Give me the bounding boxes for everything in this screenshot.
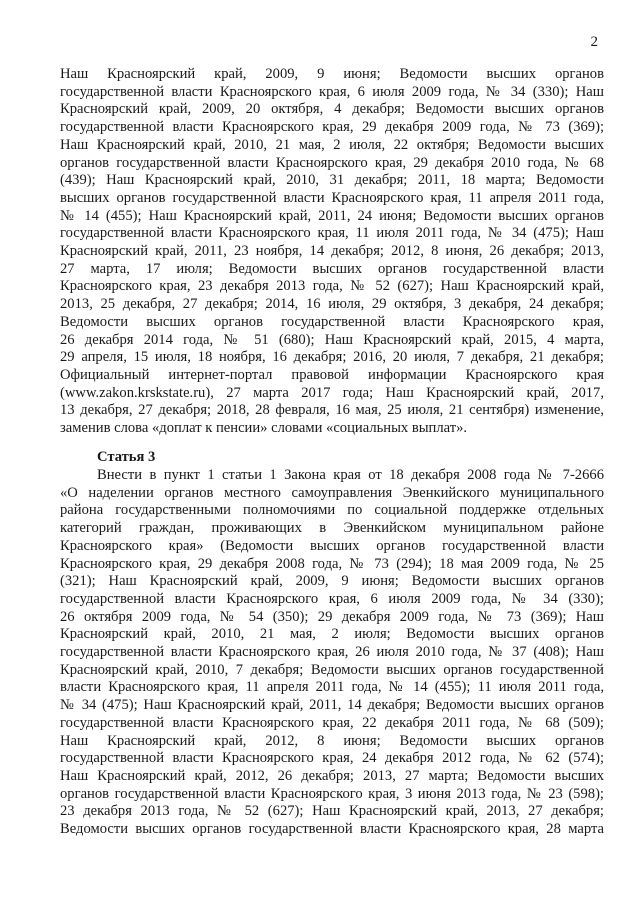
text-line: 13 декабря, 27 декабря; 2018, 28 февраля, 16 мая, 25 июля, 21 сентября) изменение,	[60, 402, 604, 419]
text-line: № 14 (455); Наш Красноярский край, 2011, 24 июня; Ведомости высших органов	[60, 207, 604, 224]
text-line: «О наделении органов местного самоуправления Эвенкийского муниципального	[60, 484, 604, 501]
text-line: 26 октября 2009 года, № 54 (350); 29 декабря 2009 года, № 73 (369); Наш	[60, 608, 604, 625]
text-line: 27 марта, 17 июля; Ведомости высших органов государственной власти	[60, 260, 604, 277]
text-line: Красноярский край, 2010, 7 декабря; Ведомости высших органов государственной	[60, 661, 604, 678]
text-line: (439); Наш Красноярский край, 2010, 31 декабря; 2011, 18 марта; Ведомости	[60, 172, 604, 189]
text-line: (321); Наш Красноярский край, 2009, 9 июня; Ведомости высших органов	[60, 573, 604, 590]
text-line: Красноярский край, 2009, 20 октября, 4 декабря; Ведомости высших органов	[60, 101, 604, 118]
text-line: Официальный интернет-портал правовой информации Красноярского края	[60, 366, 604, 383]
page-number: 2	[590, 34, 598, 50]
text-line: Красноярский край, 2010, 21 мая, 2 июля; Ведомости высших органов	[60, 626, 604, 643]
text-line: Наш Красноярский край, 2010, 21 мая, 2 июля, 22 октября; Ведомости высших	[60, 136, 604, 153]
text-line: заменив слова «доплат к пенсии» словами «социальных выплат».	[60, 420, 468, 437]
text-line: органов государственной власти Красноярского края, 3 июня 2013 года, № 23 (598);	[60, 785, 604, 802]
text-line: 29 апреля, 15 июля, 18 ноября, 16 декабря; 2016, 20 июля, 7 декабря, 21 декабря;	[60, 349, 604, 366]
text-line: Наш Красноярский край, 2012, 26 декабря; 2013, 27 марта; Ведомости высших	[60, 767, 604, 784]
text-line: 2013, 25 декабря, 27 декабря; 2014, 16 июля, 29 октября, 3 декабря, 24 декабря;	[60, 296, 604, 313]
text-line: (www.zakon.krskstate.ru), 27 марта 2017 года; Наш Красноярский край, 2017,	[60, 384, 604, 401]
text-line: Ведомости высших органов государственной власти Красноярского края,	[60, 313, 604, 330]
text-line: государственной власти Красноярского края, 29 декабря 2009 года, № 73 (369);	[60, 119, 604, 136]
text-line: власти Красноярского края, 11 апреля 2011 года, № 14 (455); 11 июля 2011 года,	[60, 679, 604, 696]
text-line: государственной власти Красноярского края, 22 декабря 2011 года, № 68 (509);	[60, 714, 604, 731]
text-line: Красноярский край, 2011, 23 ноября, 14 декабря; 2012, 8 июня, 26 декабря; 2013,	[60, 243, 604, 260]
text-line: Красноярского края» (Ведомости высших органов государственной власти	[60, 537, 604, 554]
text-line: 26 декабря 2014 года, № 51 (680); Наш Красноярский край, 2015, 4 марта,	[60, 331, 604, 348]
text-line: органов государственной власти Красноярского края, 29 декабря 2010 года, № 68	[60, 154, 604, 171]
text-line: государственной власти Красноярского края, 11 июля 2011 года, № 34 (475); Наш	[60, 225, 604, 242]
text-line: Наш Красноярский край, 2012, 8 июня; Ведомости высших органов	[60, 732, 604, 749]
text-line: государственной власти Красноярского края, 24 декабря 2012 года, № 62 (574);	[60, 750, 604, 767]
text-line: высших органов государственной власти Красноярского края, 11 апреля 2011 года,	[60, 189, 604, 206]
text-line: государственной власти Красноярского края, 6 июля 2009 года, № 34 (330); Наш	[60, 83, 604, 100]
text-line: государственной власти Красноярского края, 6 июля 2009 года, № 34 (330);	[60, 590, 604, 607]
text-line: категорий граждан, проживающих в Эвенкийском муниципальном районе	[60, 520, 604, 537]
text-line: 23 декабря 2013 года, № 52 (627); Наш Красноярский край, 2013, 27 декабря;	[60, 803, 604, 820]
text-line: Ведомости высших органов государственной власти Красноярского края, 28 марта	[60, 821, 604, 838]
text-line: Красноярского края, 23 декабря 2013 года, № 52 (627); Наш Красноярский край,	[60, 278, 604, 295]
text-line: Красноярского края, 29 декабря 2008 года, № 73 (294); 18 мая 2009 года, № 25	[60, 555, 604, 572]
paragraph-amendment-sources	[60, 66, 604, 438]
text-line: государственной власти Красноярского края, 26 июля 2010 года, № 37 (408); Наш	[60, 644, 604, 661]
text-line: Внести в пункт 1 статьи 1 Закона края от 18 декабря 2008 года № 7-2666	[97, 467, 604, 483]
text-line: Наш Красноярский край, 2009, 9 июня; Ведомости высших органов	[60, 66, 604, 82]
paragraph-article-3	[60, 467, 604, 839]
text-line: № 34 (475); Наш Красноярский край, 2011, 14 декабря; Ведомости высших органов	[60, 697, 604, 714]
article-heading: Статья 3	[97, 449, 156, 465]
text-line: района государственными полномочиями по социальной поддержке отдельных	[60, 502, 604, 519]
